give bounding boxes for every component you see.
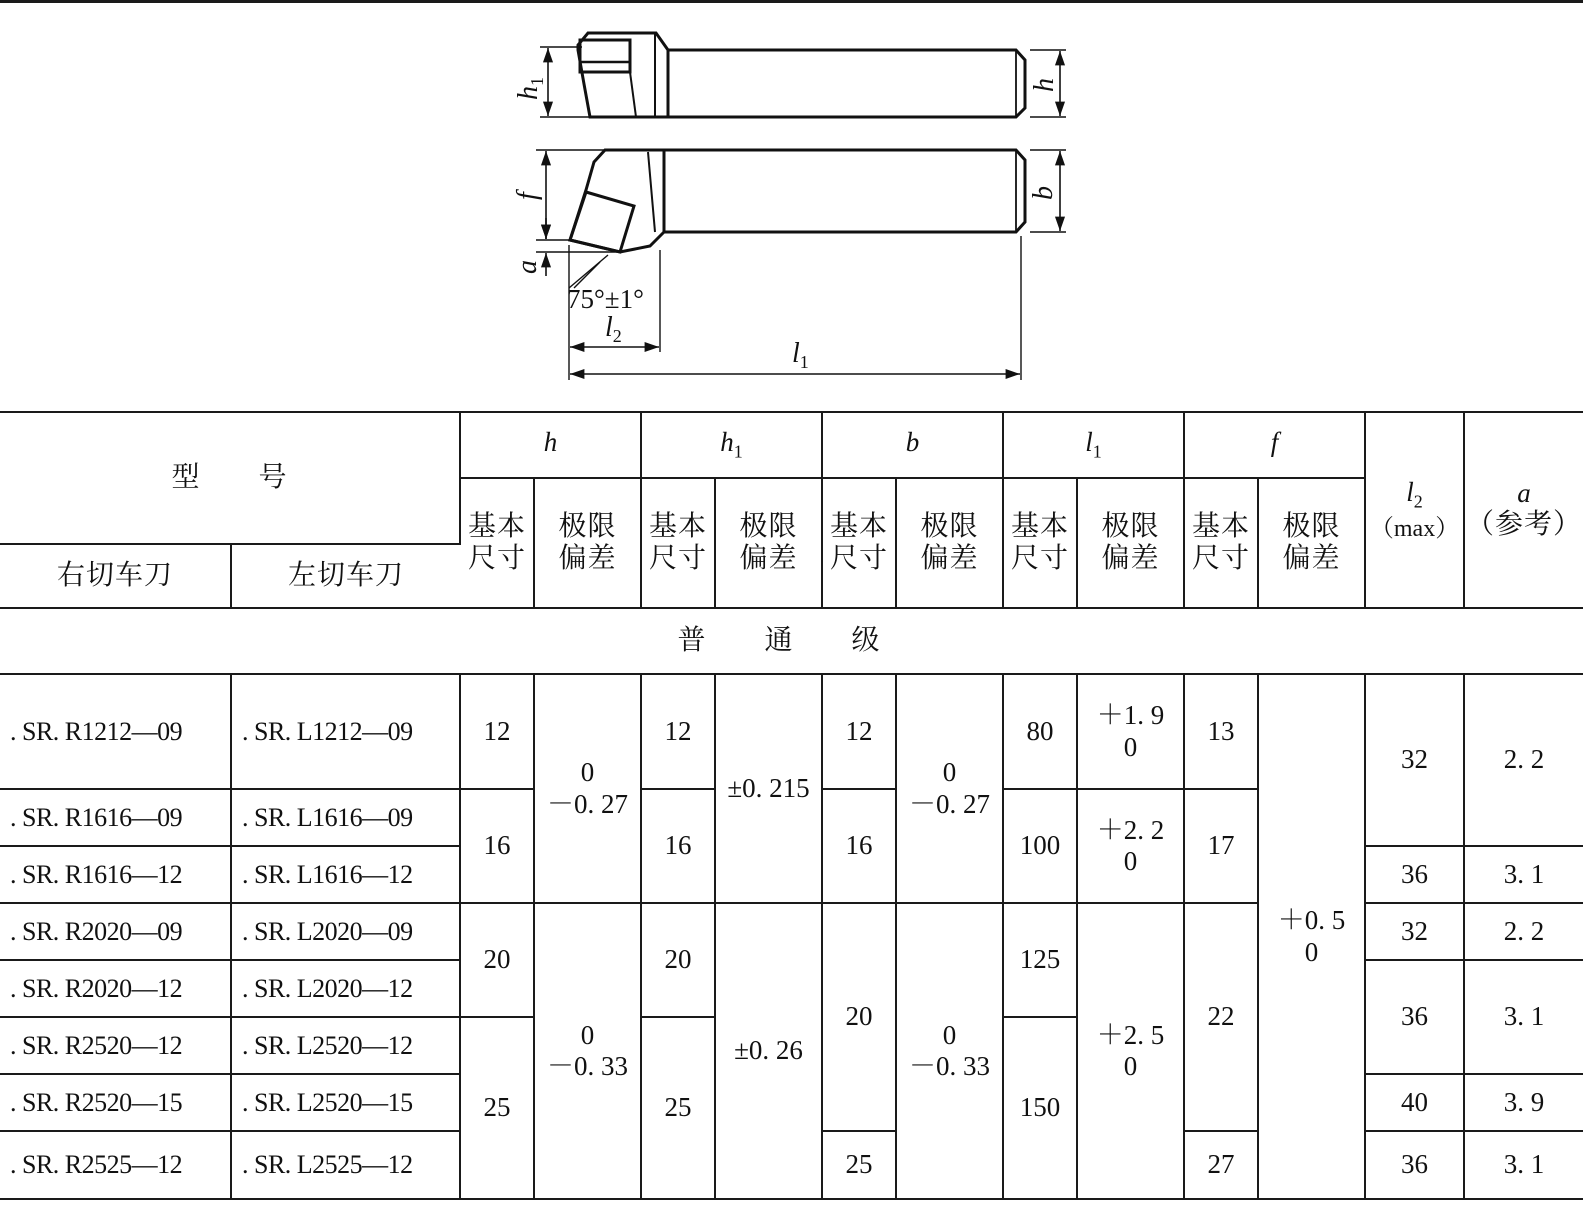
cell-h: 20 bbox=[460, 903, 534, 1017]
cell-f-dev: ＋0. 5 0 bbox=[1258, 674, 1365, 1199]
label-l1: $l_1$ bbox=[792, 338, 809, 372]
cell-h1: 25 bbox=[641, 1017, 715, 1199]
label-f: f bbox=[512, 192, 543, 200]
table-row-left-model: . SR. L2520—15 bbox=[231, 1074, 460, 1131]
cell-l1: 150 bbox=[1003, 1017, 1077, 1199]
cell-l2: 32 bbox=[1365, 903, 1464, 960]
header-f-basic: 基本 尺寸 bbox=[1184, 478, 1258, 608]
section-title: 普 通 级 bbox=[0, 608, 1583, 674]
cell-h1-dev: ±0. 215 bbox=[715, 674, 822, 903]
cell-l1: 125 bbox=[1003, 903, 1077, 1017]
spec-table bbox=[0, 411, 1583, 1200]
cell-b: 16 bbox=[822, 789, 896, 903]
cell-f: 27 bbox=[1184, 1131, 1258, 1199]
insert-front-view bbox=[570, 192, 634, 252]
cell-a: 3. 1 bbox=[1464, 1131, 1583, 1199]
cell-b: 12 bbox=[822, 674, 896, 789]
header-a: a （参考） bbox=[1464, 412, 1583, 608]
header-left-cut: 左切车刀 bbox=[231, 544, 460, 608]
cell-h: 16 bbox=[460, 789, 534, 903]
cell-l2: 36 bbox=[1365, 960, 1464, 1074]
header-h-basic: 基本 尺寸 bbox=[460, 478, 534, 608]
cell-a: 3. 1 bbox=[1464, 960, 1583, 1074]
cell-f: 17 bbox=[1184, 789, 1258, 903]
table-row-left-model: . SR. L2520—12 bbox=[231, 1017, 460, 1074]
shank-top-view bbox=[668, 50, 1025, 117]
header-b-limit: 极限 偏差 bbox=[896, 478, 1003, 608]
cell-l2: 40 bbox=[1365, 1074, 1464, 1131]
cell-h-dev: 0 －0. 33 bbox=[534, 903, 641, 1199]
cell-b: 25 bbox=[822, 1131, 896, 1199]
header-right-cut: 右切车刀 bbox=[0, 544, 231, 608]
cell-l2: 36 bbox=[1365, 1131, 1464, 1199]
header-b: b bbox=[822, 412, 1003, 478]
shank-front-view bbox=[664, 150, 1025, 232]
cell-b-dev: 0 －0. 33 bbox=[896, 903, 1003, 1199]
cell-l1: 100 bbox=[1003, 789, 1077, 903]
cell-l2: 36 bbox=[1365, 846, 1464, 903]
label-l2: $l_2$ bbox=[605, 312, 622, 346]
header-h-limit: 极限 偏差 bbox=[534, 478, 641, 608]
label-h: h bbox=[1029, 78, 1060, 92]
cell-h: 12 bbox=[460, 674, 534, 789]
tool-drawing bbox=[0, 0, 1583, 405]
header-f-limit: 极限 偏差 bbox=[1258, 478, 1365, 608]
table-row-right-model: . SR. R1212—09 bbox=[0, 674, 231, 789]
table-row-right-model: . SR. R1616—12 bbox=[0, 846, 231, 903]
table-row-left-model: . SR. L2020—12 bbox=[231, 960, 460, 1017]
cell-a: 3. 9 bbox=[1464, 1074, 1583, 1131]
header-h1-basic: 基本 尺寸 bbox=[641, 478, 715, 608]
cell-b-dev: 0 －0. 27 bbox=[896, 674, 1003, 903]
header-f: f bbox=[1184, 412, 1365, 478]
cell-a: 2. 2 bbox=[1464, 674, 1583, 846]
cell-h1: 12 bbox=[641, 674, 715, 789]
table-row-right-model: . SR. R2020—09 bbox=[0, 903, 231, 960]
cell-l1-dev: ＋2. 2 0 bbox=[1077, 789, 1184, 903]
header-l2: $l_2$ （max） bbox=[1365, 412, 1464, 608]
header-h1-limit: 极限 偏差 bbox=[715, 478, 822, 608]
cell-h1: 16 bbox=[641, 789, 715, 903]
table-row-left-model: . SR. L2020—09 bbox=[231, 903, 460, 960]
cell-l1-dev: ＋2. 5 0 bbox=[1077, 903, 1184, 1199]
table-row-left-model: . SR. L1212—09 bbox=[231, 674, 460, 789]
header-h1: $h_1$ bbox=[641, 412, 822, 478]
table-row-right-model: . SR. R2520—15 bbox=[0, 1074, 231, 1131]
table-row-right-model: . SR. R2525—12 bbox=[0, 1131, 231, 1199]
cell-f: 13 bbox=[1184, 674, 1258, 789]
cell-a: 3. 1 bbox=[1464, 846, 1583, 903]
table-row-left-model: . SR. L1616—12 bbox=[231, 846, 460, 903]
table-row-left-model: . SR. L1616—09 bbox=[231, 789, 460, 846]
cell-h1: 20 bbox=[641, 903, 715, 1017]
cell-h-dev: 0 －0. 27 bbox=[534, 674, 641, 903]
label-a: a bbox=[512, 260, 543, 274]
header-model: 型 号 bbox=[0, 412, 460, 544]
header-h: h bbox=[460, 412, 641, 478]
header-l1: $l_1$ bbox=[1003, 412, 1184, 478]
cell-l1: 80 bbox=[1003, 674, 1077, 789]
cell-b: 20 bbox=[822, 903, 896, 1131]
cell-h1-dev: ±0. 26 bbox=[715, 903, 822, 1199]
table-row-right-model: . SR. R2520—12 bbox=[0, 1017, 231, 1074]
header-l1-basic: 基本 尺寸 bbox=[1003, 478, 1077, 608]
cell-h: 25 bbox=[460, 1017, 534, 1199]
label-angle: 75°±1° bbox=[567, 284, 644, 314]
table-row-right-model: . SR. R2020—12 bbox=[0, 960, 231, 1017]
cell-l2: 32 bbox=[1365, 674, 1464, 846]
cell-f: 22 bbox=[1184, 903, 1258, 1131]
label-b: b bbox=[1028, 186, 1059, 200]
label-h1: $h_1$ bbox=[513, 77, 547, 100]
cell-a: 2. 2 bbox=[1464, 903, 1583, 960]
cell-l1-dev: ＋1. 9 0 bbox=[1077, 674, 1184, 789]
header-b-basic: 基本 尺寸 bbox=[822, 478, 896, 608]
table-row-right-model: . SR. R1616—09 bbox=[0, 789, 231, 846]
table-row-left-model: . SR. L2525—12 bbox=[231, 1131, 460, 1199]
header-l1-limit: 极限 偏差 bbox=[1077, 478, 1184, 608]
